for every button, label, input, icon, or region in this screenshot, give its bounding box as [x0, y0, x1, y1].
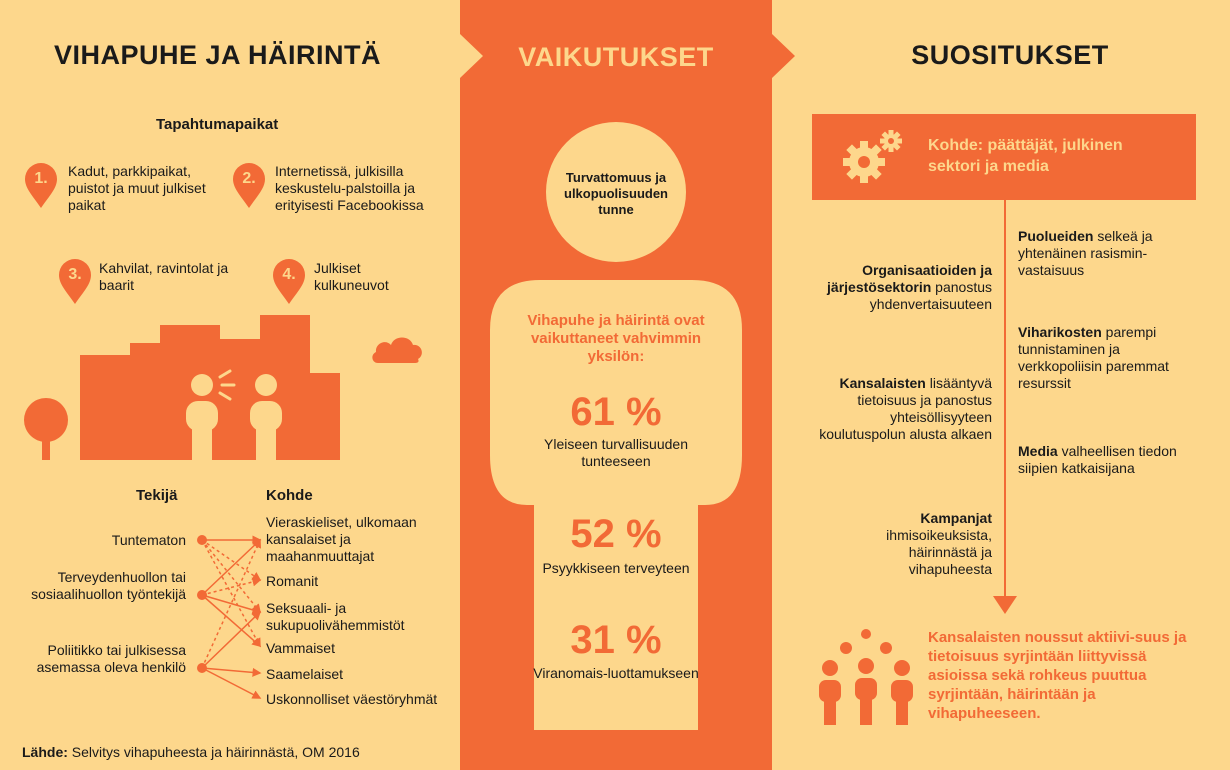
stat-label-2: Psyykkiseen terveyteen [542, 560, 690, 576]
stat-pct-1: 61 % [570, 390, 662, 434]
right-title: SUOSITUKSET [911, 40, 1109, 70]
perpetrator-1: Tuntematon [111, 532, 186, 548]
target-1: Vieraskieliset, ulkomaan kansalaiset ja maahanmuuttajat [266, 514, 417, 564]
effects-intro: Vihapuhe ja häirintä ovat vaikuttaneet vahvimmin yksilön: [527, 312, 705, 365]
place-text-4: Julkiset kulkuneuvot [314, 260, 389, 293]
place-text-1: Kadut, parkkipaikat, puistot ja muut julkiset paikat [68, 163, 206, 213]
place-number-4: 4. [282, 266, 296, 283]
places-heading: Tapahtumapaikat [156, 116, 279, 133]
place-number-2: 2. [242, 170, 256, 187]
gears-icon [838, 128, 908, 188]
rec-6: Kampanjat ihmisoikeuksista, häirinnästä ja vihapuheesta [886, 510, 992, 577]
target-6: Uskonnolliset väestöryhmät [266, 691, 438, 707]
target-5: Saamelaiset [266, 666, 344, 682]
place-number-1: 1. [34, 170, 48, 187]
place-number-3: 3. [68, 266, 82, 283]
perpetrator-3: Poliitikko tai julkisessa asemassa oleva henkilö [36, 642, 186, 675]
target-heading: Kohde [266, 487, 313, 504]
place-text-2: Internetissä, julkisilla keskustelu-palstoilla ja erityisesti Facebookissa [275, 163, 424, 213]
rec-3: Viharikosten parempi tunnistaminen ja verkkopoliisin paremmat resurssit [1018, 324, 1169, 391]
stat-label-3: Viranomais-luottamukseen [533, 665, 699, 681]
rec-4: Kansalaisten lisääntyvä tietoisuus ja panostus yhteisöllisyyteen koulutuspolun alusta alkaen [819, 375, 992, 442]
target-3: Seksuaali- ja sukupuolivähemmistöt [266, 600, 405, 633]
target-4: Vammaiset [266, 640, 335, 656]
stat-label-1: Yleiseen turvallisuuden tunteeseen [544, 436, 688, 469]
circle-text: Turvattomuus ja ulkopuolisuuden tunne [564, 170, 668, 217]
target-box-text: Kohde: päättäjät, julkinen sektori ja media [928, 137, 1123, 175]
rec-1: Puolueiden selkeä ja yhtenäinen rasismin-vastaisuus [1018, 228, 1153, 278]
flow-arrow [990, 200, 1020, 620]
middle-title: VAIKUTUKSET [518, 42, 714, 72]
rec-5: Media valheellisen tiedon siipien katkaisijana [1018, 443, 1177, 476]
stat-pct-3: 31 % [570, 618, 662, 662]
target-2: Romanit [266, 573, 319, 589]
conclusion-text: Kansalaisten noussut aktiivi-suus ja tietoisuus syrjintään liittyvissä asioissa sekä rohkeus puuttua syrjintään, häirintään ja vihapuheeseen. [928, 629, 1187, 722]
city-illustration [20, 315, 440, 465]
perpetrator-target-links [190, 530, 270, 710]
source-line [22, 744, 442, 761]
place-text-3: Kahvilat, ravintolat ja baarit [99, 260, 229, 293]
stat-pct-2: 52 % [570, 512, 662, 556]
rec-2: Organisaatioiden ja järjestösektorin panostus yhdenvertaisuuteen [827, 262, 992, 312]
crowd-icon [816, 628, 916, 728]
perpetrator-heading: Tekijä [136, 487, 178, 504]
cloud-icon [372, 338, 421, 364]
source-text: Selvitys vihapuheesta ja häirinnästä, OM 2016 [71, 744, 360, 760]
perpetrator-2: Terveydenhuollon tai sosiaalihuollon työntekijä [31, 569, 186, 602]
left-title: VIHAPUHE JA HÄIRINTÄ [54, 40, 382, 70]
source-label: Lähde: [22, 744, 68, 760]
